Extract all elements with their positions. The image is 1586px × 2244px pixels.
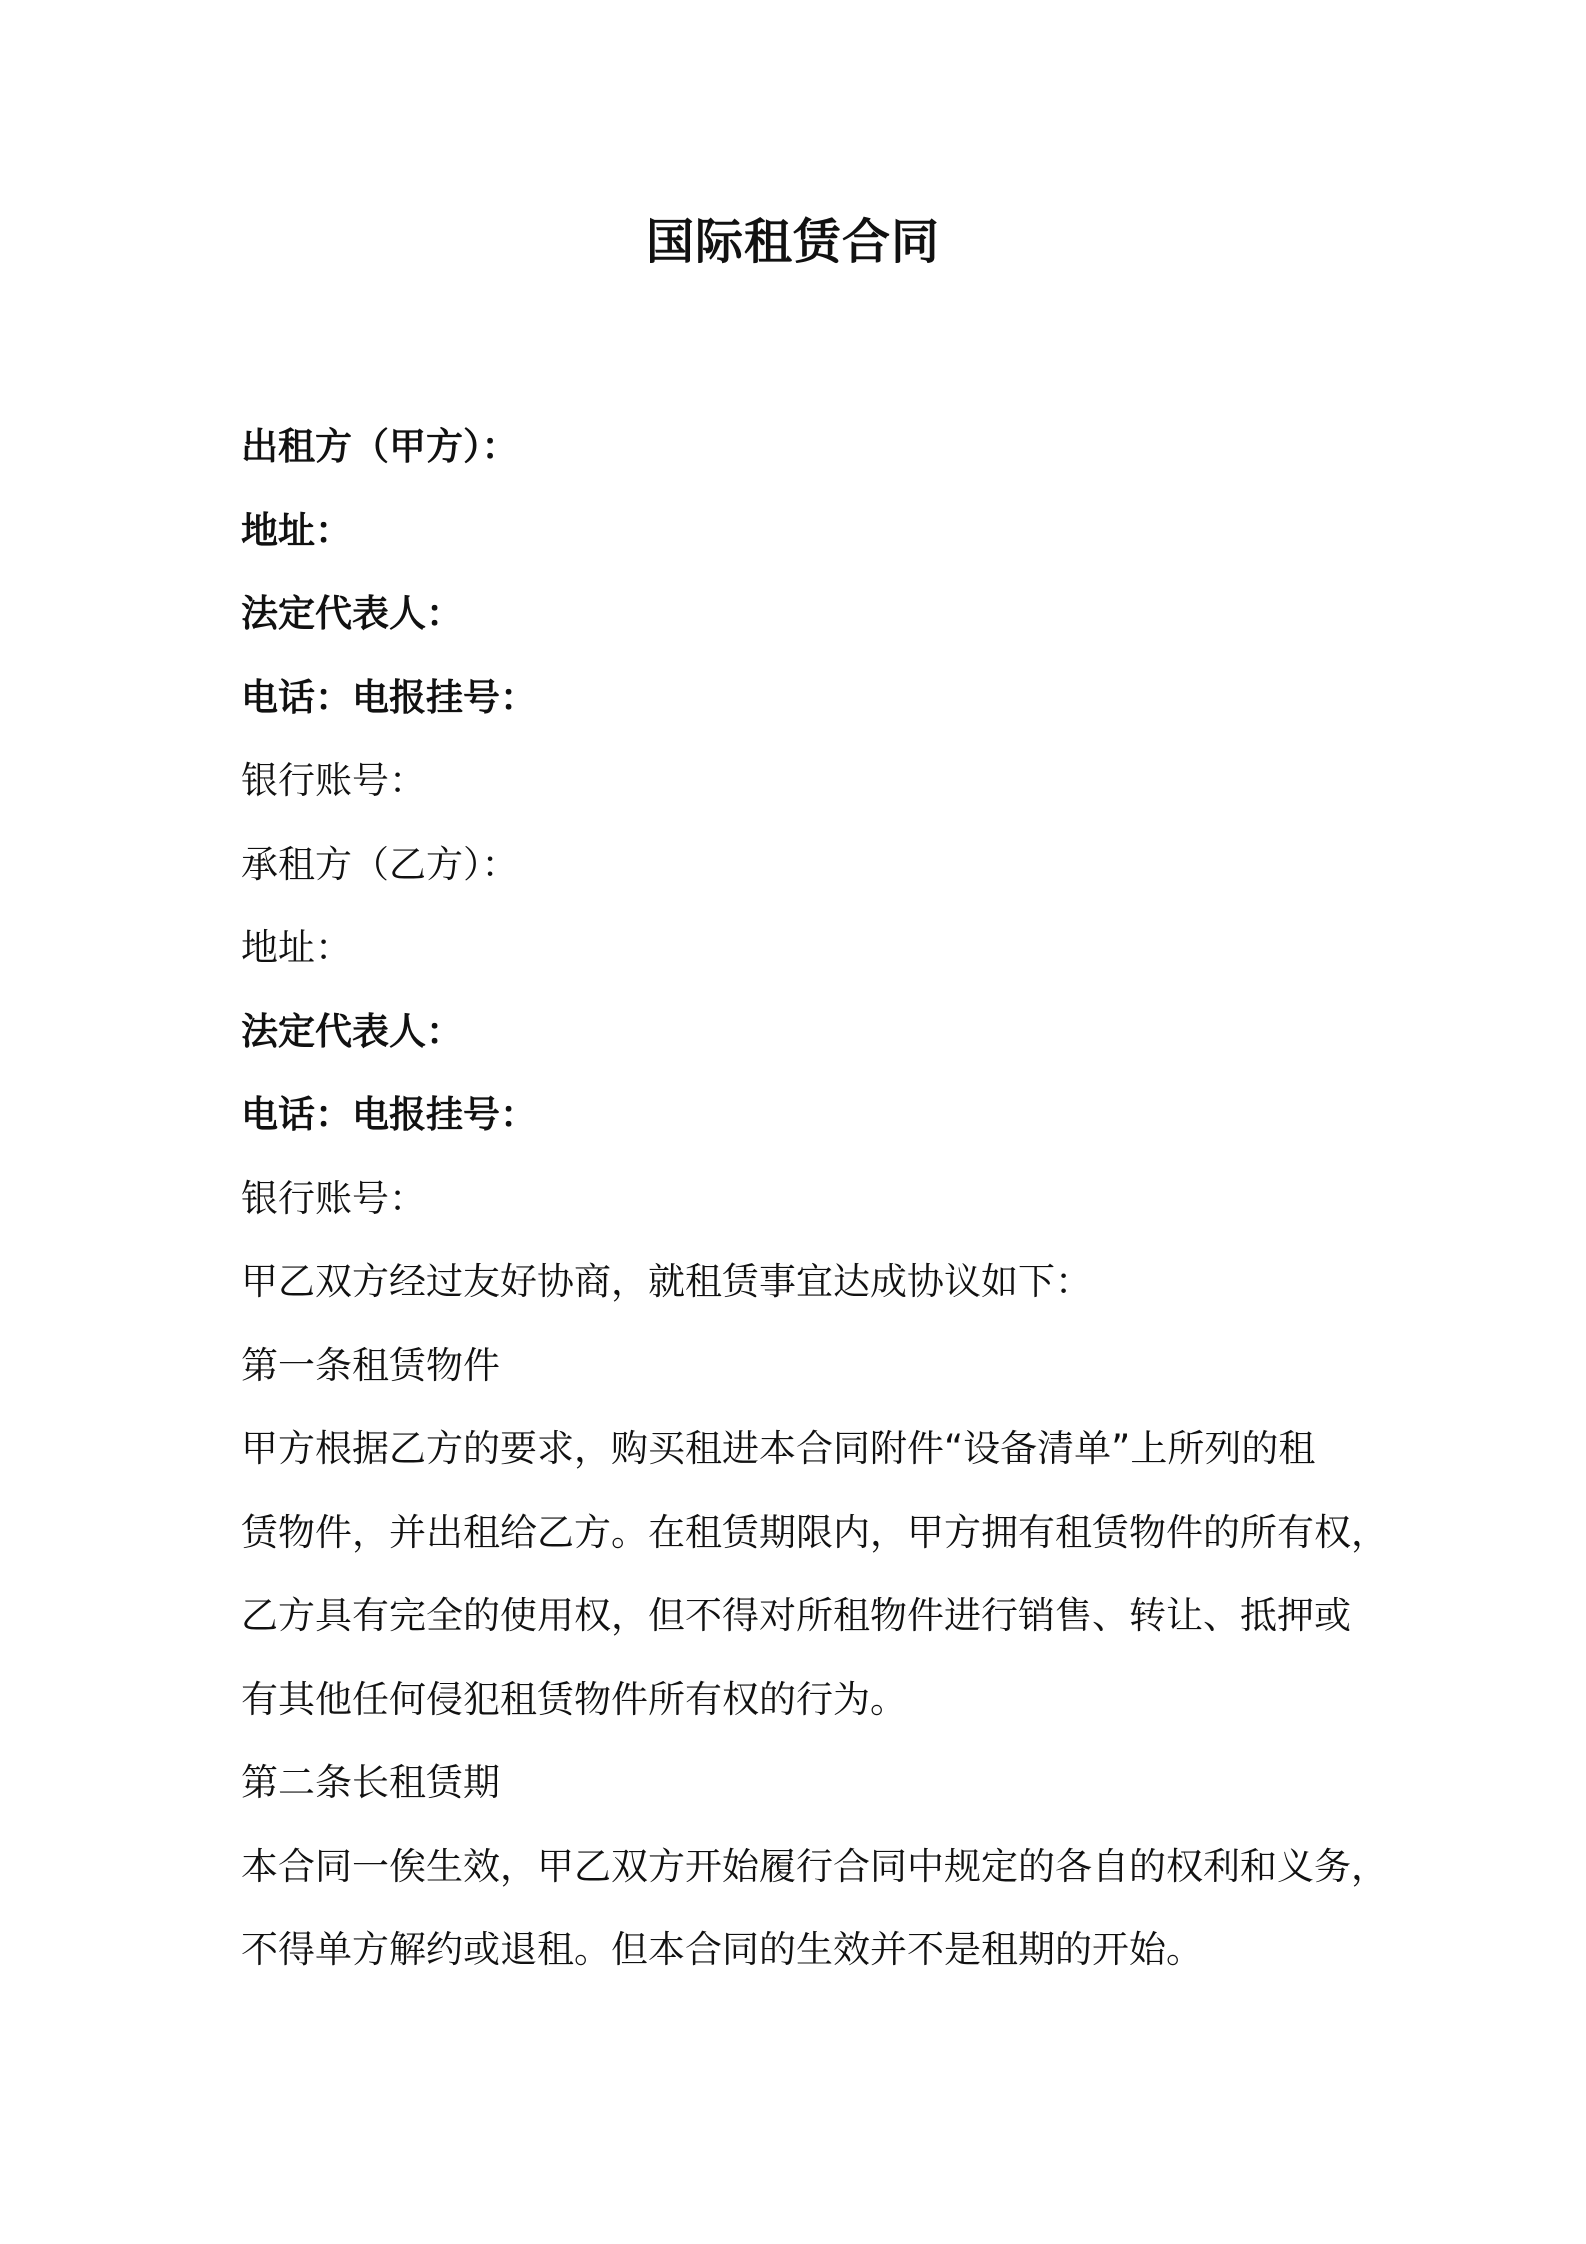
party-a-bank-label: 银行账号： <box>241 759 426 802</box>
article1-heading: 第一条租赁物件 <box>241 1343 500 1387</box>
article2-line: 本合同一俟生效，甲乙双方开始履行合同中规定的各自的权利和义务， <box>241 1844 1388 1888</box>
party-b-bank-label: 银行账号： <box>241 1176 426 1220</box>
article2-heading: 第二条长租赁期 <box>241 1761 500 1804</box>
contract-body <box>241 405 1388 1992</box>
party-a-name-label: 出租方（甲方）： <box>241 425 519 468</box>
article1-line: 甲方根据乙方的要求，购买租进本合同附件“设备清单”上所列的租 <box>241 1427 1316 1470</box>
party-b-representative-label: 法定代表人： <box>241 1009 463 1053</box>
article2-line: 不得单方解约或退租。但本合同的生效并不是租期的开始。 <box>241 1928 1203 1971</box>
party-b-phone-label: 电话：电报挂号： <box>241 1093 537 1136</box>
article1-line: 乙方具有完全的使用权，但不得对所租物件进行销售、转让、抵押或 <box>241 1594 1351 1637</box>
document-title: 国际租赁合同 <box>645 214 940 270</box>
article1-line: 赁物件，并出租给乙方。在租赁期限内，甲方拥有租赁物件的所有权， <box>241 1510 1388 1554</box>
party-b-address-label: 地址： <box>241 926 352 969</box>
party-a-representative-label: 法定代表人： <box>241 592 463 635</box>
article1-line: 有其他任何侵犯租赁物件所有权的行为。 <box>241 1677 907 1721</box>
party-a-address-label: 地址： <box>241 508 352 552</box>
party-a-phone-label: 电话：电报挂号： <box>241 675 537 719</box>
intro-text: 甲乙双方经过友好协商，就租赁事宜达成协议如下： <box>241 1260 1092 1303</box>
party-b-name-label: 承租方（乙方）： <box>241 842 519 886</box>
